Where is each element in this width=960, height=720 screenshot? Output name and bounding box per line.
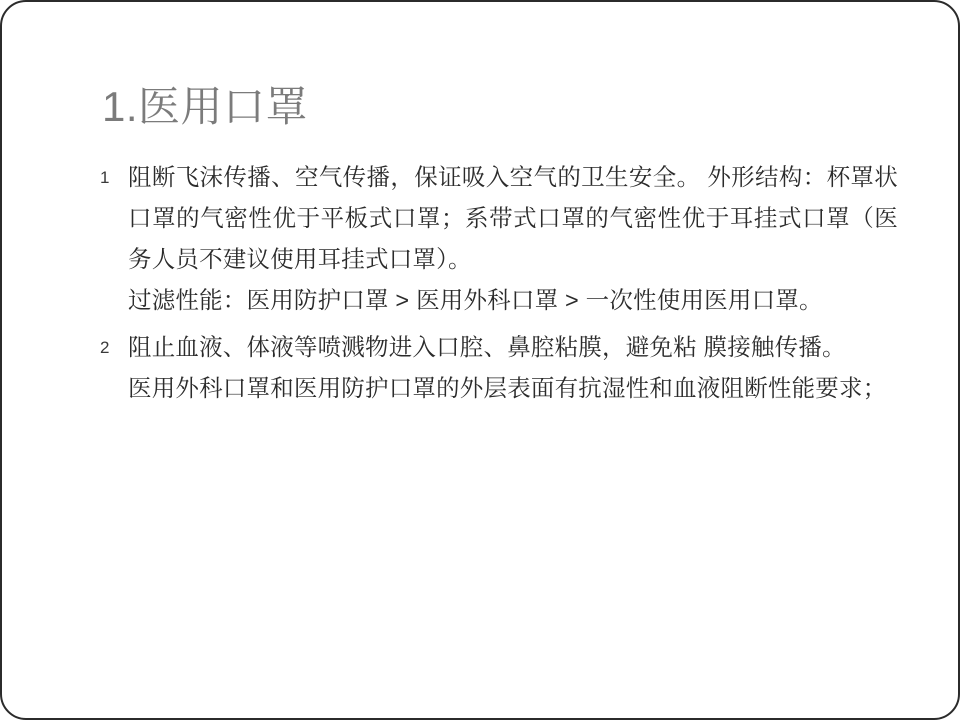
list-item-paragraph: 阻止血液、体液等喷溅物进入口腔、鼻腔粘膜，避免粘 膜接触传播。 [128,334,846,360]
list-item-paragraph: 医用外科口罩和医用防护口罩的外层表面有抗湿性和血液阻断性能要求； [128,375,887,401]
list-item [98,157,898,321]
page-title: 1.医用口罩 [102,83,309,130]
list-item-text [128,327,898,409]
list-item-paragraph: 过滤性能：医用防护口罩 > 医用外科口罩 > 一次性使用医用口罩。 [128,287,823,313]
list-item [98,327,898,409]
list-item-number: 2 [100,338,110,357]
list-item-number: 1 [100,168,110,187]
list-item-paragraph: 阻断飞沫传播、空气传播，保证吸入空气的卫生安全。 外形结构：杯罩状口罩的气密性优于平板式口罩；系带式口罩的气密性优于耳挂式口罩（医务人员不建议使用耳挂式口罩）。 [128,164,898,272]
list-item-text [128,157,898,321]
slide-body [98,157,898,415]
